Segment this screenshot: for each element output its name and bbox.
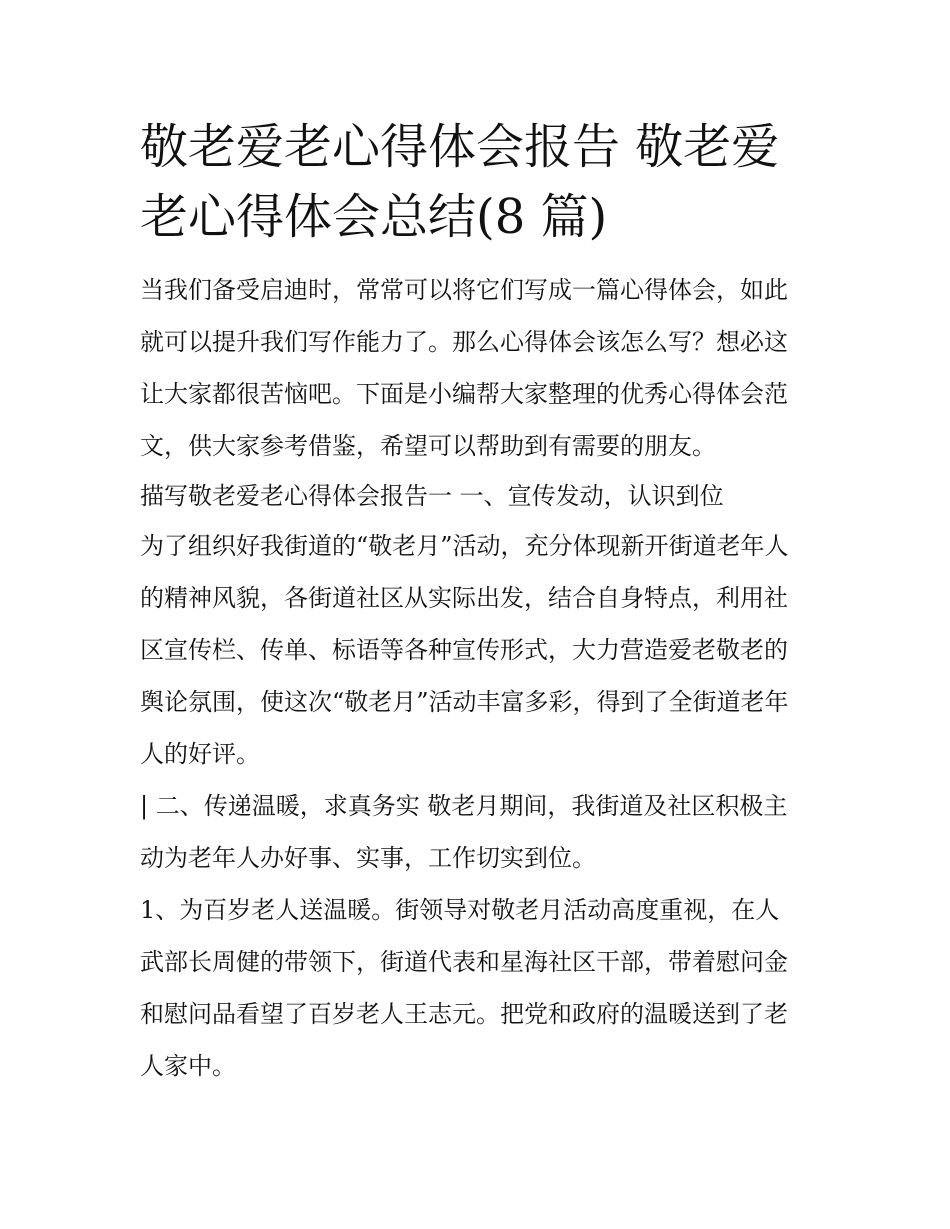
intro-paragraph: 当我们备受启迪时，常常可以将它们写成一篇心得体会，如此 就可以提升我们写作能力了。那么心得体会该怎么写？想必这 让大家都很苦恼吧。下面是小编帮大家整理的优秀心得体会范 文，供大家参考借鉴，希望可以帮助到有需要的朋友。 [140, 276, 788, 460]
publicity-paragraph: 为了组织好我街道的“敬老月”活动，充分体现新开街道老年人 的精神风貌，各街道社区从实际出发，结合自身特点，利用社 区宣传栏、传单、标语等各种宣传形式，大力营造爱老敬老的 舆论氛围，使这次“敬老月”活动丰富多彩，得到了全街道老年 人的好评。 [140, 532, 789, 768]
document-body [140, 112, 820, 1092]
centenarian-paragraph: 1、为百岁老人送温暖。街领导对敬老月活动高度重视，在人 武部长周健的带领下，街道代表和星海社区干部，带着慰问金 和慰问品看望了百岁老人王志元。把党和政府的温暖送到了老 人家中。 [140, 896, 788, 1080]
document-title: 敬老爱老心得体会报告 敬老爱 老心得体会总结(8 篇) [140, 119, 780, 245]
warmth-paragraph: | 二、传递温暖，求真务实 敬老月期间，我街道及社区积极主 动为老年人办好事、实事，工作切实到位。 [140, 792, 788, 872]
section-heading-paragraph: 描写敬老爱老心得体会报告一 一、宣传发动，认识到位 [140, 482, 724, 510]
